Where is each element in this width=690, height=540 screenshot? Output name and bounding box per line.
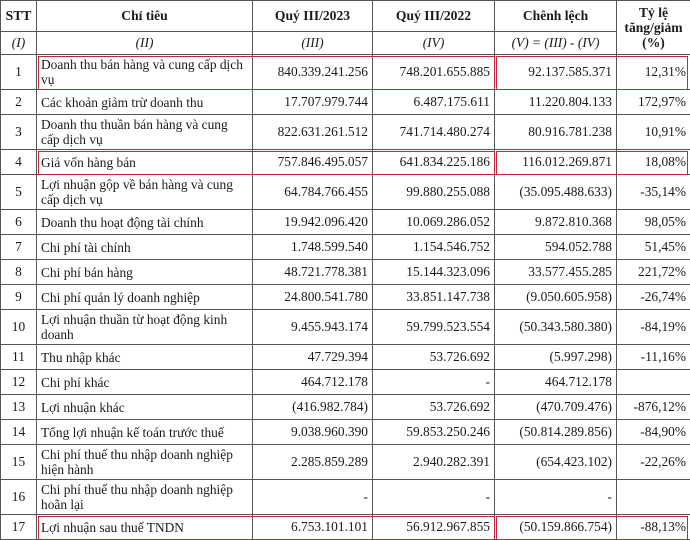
row-difference-value: (50.343.580.380) [495, 310, 617, 345]
table-row [1, 445, 690, 480]
row-q3-2023-value: 464.712.178 [253, 370, 373, 395]
table-row [1, 395, 690, 420]
table-row [1, 370, 690, 395]
row-change-rate: 221,72% [617, 260, 690, 285]
row-change-rate: 18,08% [617, 150, 690, 175]
row-q3-2022-value: 1.154.546.752 [373, 235, 495, 260]
row-q3-2022-value: 53.726.692 [373, 345, 495, 370]
row-q3-2023-value: 17.707.979.744 [253, 90, 373, 115]
row-difference-value: 464.712.178 [495, 370, 617, 395]
row-stt: 12 [1, 370, 37, 395]
row-q3-2023-value: (416.982.784) [253, 395, 373, 420]
row-change-rate: 172,97% [617, 90, 690, 115]
row-indicator: Lợi nhuận sau thuế TNDN [37, 515, 253, 540]
row-indicator: Doanh thu bán hàng và cung cấp dịch vụ [37, 55, 253, 90]
table-row [1, 210, 690, 235]
row-difference-value: (9.050.605.958) [495, 285, 617, 310]
row-q3-2023-value: 64.784.766.455 [253, 175, 373, 210]
row-indicator: Doanh thu hoạt động tài chính [37, 210, 253, 235]
row-difference-value: (5.997.298) [495, 345, 617, 370]
row-q3-2022-value: 59.799.523.554 [373, 310, 495, 345]
row-change-rate: -876,12% [617, 395, 690, 420]
row-difference-value: (470.709.476) [495, 395, 617, 420]
row-q3-2023-value: 1.748.599.540 [253, 235, 373, 260]
row-q3-2023-value: 6.753.101.101 [253, 515, 373, 540]
table-row [1, 235, 690, 260]
row-stt: 10 [1, 310, 37, 345]
row-indicator: Thu nhập khác [37, 345, 253, 370]
row-change-rate: -84,90% [617, 420, 690, 445]
row-difference-value: 594.052.788 [495, 235, 617, 260]
subheader-difference: (V) = (III) - (IV) [495, 32, 617, 55]
subheader-stt: (I) [1, 32, 37, 55]
table-row [1, 515, 690, 540]
row-difference-value: - [495, 480, 617, 515]
row-difference-value: 11.220.804.133 [495, 90, 617, 115]
header-stt: STT [1, 1, 37, 32]
row-q3-2022-value: 59.853.250.246 [373, 420, 495, 445]
row-difference-value: (35.095.488.633) [495, 175, 617, 210]
row-q3-2022-value: 2.940.282.391 [373, 445, 495, 480]
header-q3-2022: Quý III/2022 [373, 1, 495, 32]
row-stt: 8 [1, 260, 37, 285]
row-change-rate: 98,05% [617, 210, 690, 235]
row-indicator: Lợi nhuận khác [37, 395, 253, 420]
row-q3-2023-value: 840.339.241.256 [253, 55, 373, 90]
row-change-rate: -88,13% [617, 515, 690, 540]
row-q3-2022-value: 10.069.286.052 [373, 210, 495, 235]
row-change-rate: 51,45% [617, 235, 690, 260]
row-stt: 13 [1, 395, 37, 420]
row-difference-value: 80.916.781.238 [495, 115, 617, 150]
row-indicator: Chi phí tài chính [37, 235, 253, 260]
row-stt: 3 [1, 115, 37, 150]
row-stt: 4 [1, 150, 37, 175]
row-change-rate: -11,16% [617, 345, 690, 370]
row-q3-2023-value: 9.455.943.174 [253, 310, 373, 345]
row-difference-value: 9.872.810.368 [495, 210, 617, 235]
subheader-indicator: (II) [37, 32, 253, 55]
row-indicator: Giá vốn hàng bán [37, 150, 253, 175]
row-indicator: Chi phí thuế thu nhập doanh nghiệp hoãn lại [37, 480, 253, 515]
row-stt: 17 [1, 515, 37, 540]
row-q3-2023-value: 48.721.778.381 [253, 260, 373, 285]
row-q3-2023-value: 822.631.261.512 [253, 115, 373, 150]
row-change-rate [617, 480, 690, 515]
row-q3-2022-value: 33.851.147.738 [373, 285, 495, 310]
table-row [1, 345, 690, 370]
row-stt: 1 [1, 55, 37, 90]
row-stt: 9 [1, 285, 37, 310]
row-difference-value: (50.814.289.856) [495, 420, 617, 445]
row-change-rate: -22,26% [617, 445, 690, 480]
row-q3-2022-value: 53.726.692 [373, 395, 495, 420]
table-row [1, 310, 690, 345]
subheader-q3-2022: (IV) [373, 32, 495, 55]
row-q3-2022-value: 748.201.655.885 [373, 55, 495, 90]
row-indicator: Chi phí khác [37, 370, 253, 395]
table-row [1, 480, 690, 515]
table-row [1, 175, 690, 210]
row-difference-value: 33.577.455.285 [495, 260, 617, 285]
row-change-rate: 12,31% [617, 55, 690, 90]
table-row [1, 420, 690, 445]
row-indicator: Lợi nhuận gộp về bán hàng và cung cấp dịch vụ [37, 175, 253, 210]
row-q3-2023-value: 19.942.096.420 [253, 210, 373, 235]
header-change-rate: Tỷ lệ tăng/giảm (%) [617, 1, 690, 55]
row-indicator: Chi phí bán hàng [37, 260, 253, 285]
row-q3-2022-value: 99.880.255.088 [373, 175, 495, 210]
row-stt: 14 [1, 420, 37, 445]
row-difference-value: 116.012.269.871 [495, 150, 617, 175]
row-indicator: Doanh thu thuần bán hàng và cung cấp dịch vụ [37, 115, 253, 150]
row-q3-2023-value: 24.800.541.780 [253, 285, 373, 310]
row-q3-2023-value: 757.846.495.057 [253, 150, 373, 175]
row-difference-value: (50.159.866.754) [495, 515, 617, 540]
row-indicator: Các khoản giảm trừ doanh thu [37, 90, 253, 115]
row-difference-value: (654.423.102) [495, 445, 617, 480]
table-row [1, 115, 690, 150]
row-difference-value: 92.137.585.371 [495, 55, 617, 90]
header-difference: Chênh lệch [495, 1, 617, 32]
row-q3-2022-value: 56.912.967.855 [373, 515, 495, 540]
row-q3-2022-value: 15.144.323.096 [373, 260, 495, 285]
row-q3-2022-value: 6.487.175.611 [373, 90, 495, 115]
row-stt: 5 [1, 175, 37, 210]
row-q3-2023-value: 2.285.859.289 [253, 445, 373, 480]
table-row [1, 150, 690, 175]
row-indicator: Lợi nhuận thuần từ hoạt động kinh doanh [37, 310, 253, 345]
row-q3-2022-value: 741.714.480.274 [373, 115, 495, 150]
row-q3-2022-value: - [373, 480, 495, 515]
row-change-rate: 10,91% [617, 115, 690, 150]
row-indicator: Chi phí quản lý doanh nghiệp [37, 285, 253, 310]
row-stt: 2 [1, 90, 37, 115]
table-row [1, 55, 690, 90]
table-row [1, 90, 690, 115]
row-stt: 16 [1, 480, 37, 515]
row-change-rate: -26,74% [617, 285, 690, 310]
header-q3-2023: Quý III/2023 [253, 1, 373, 32]
row-indicator: Chi phí thuế thu nhập doanh nghiệp hiện hành [37, 445, 253, 480]
row-stt: 7 [1, 235, 37, 260]
row-stt: 15 [1, 445, 37, 480]
row-q3-2022-value: - [373, 370, 495, 395]
row-indicator: Tổng lợi nhuận kế toán trước thuế [37, 420, 253, 445]
row-change-rate [617, 370, 690, 395]
row-q3-2023-value: - [253, 480, 373, 515]
row-q3-2023-value: 47.729.394 [253, 345, 373, 370]
row-stt: 6 [1, 210, 37, 235]
header-indicator: Chỉ tiêu [37, 1, 253, 32]
row-change-rate: -84,19% [617, 310, 690, 345]
row-q3-2022-value: 641.834.225.186 [373, 150, 495, 175]
subheader-q3-2023: (III) [253, 32, 373, 55]
row-q3-2023-value: 9.038.960.390 [253, 420, 373, 445]
row-change-rate: -35,14% [617, 175, 690, 210]
row-stt: 11 [1, 345, 37, 370]
table-row [1, 285, 690, 310]
table-row [1, 260, 690, 285]
